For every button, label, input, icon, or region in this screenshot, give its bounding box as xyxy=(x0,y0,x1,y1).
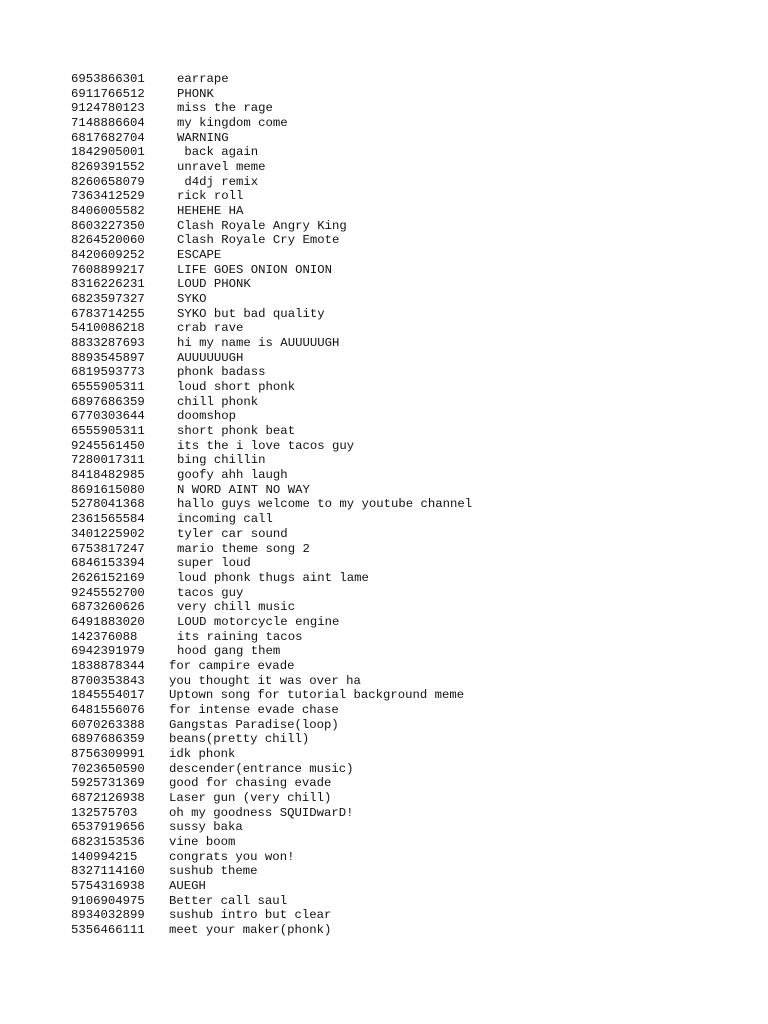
sound-name: vine boom xyxy=(169,834,236,849)
sound-name: bing chillin xyxy=(177,453,266,468)
sound-id: 7608899217 xyxy=(71,262,145,277)
sound-name: LOUD motorcycle engine xyxy=(177,614,340,629)
sound-id: 6753817247 xyxy=(71,541,145,556)
sound-id: 8418482985 xyxy=(71,468,145,483)
sound-id: 6823597327 xyxy=(71,292,145,307)
sound-id: 132575703 xyxy=(71,805,138,820)
sound-id: 2361565584 xyxy=(71,512,145,527)
sound-name: short phonk beat xyxy=(177,424,296,439)
sound-name: Clash Royale Angry King xyxy=(177,218,347,233)
sound-id: 5754316938 xyxy=(71,878,145,893)
sound-id: 8269391552 xyxy=(71,160,145,175)
sound-name: d4dj remix xyxy=(177,174,259,189)
sound-name: ESCAPE xyxy=(177,248,222,263)
sound-name: my kingdom come xyxy=(177,116,288,131)
sound-name: miss the rage xyxy=(177,101,273,116)
sound-name: sushub theme xyxy=(169,864,258,879)
sound-id: 8691615080 xyxy=(71,482,145,497)
sound-id: 9124780123 xyxy=(71,101,145,116)
sound-id: 9245561450 xyxy=(71,438,145,453)
sound-id: 6783714255 xyxy=(71,306,145,321)
sound-name: sussy baka xyxy=(169,820,243,835)
sound-id: 6872126938 xyxy=(71,790,145,805)
sound-id: 8264520060 xyxy=(71,233,145,248)
sound-name: unravel meme xyxy=(177,160,266,175)
sound-name: rick roll xyxy=(177,189,244,204)
sound-id: 7363412529 xyxy=(71,189,145,204)
sound-name: incoming call xyxy=(177,512,273,527)
sound-id: 6823153536 xyxy=(71,834,145,849)
sound-name: AUUUUUUGH xyxy=(177,350,244,365)
sound-name: PHONK xyxy=(177,86,214,101)
sound-name: Gangstas Paradise(loop) xyxy=(169,717,339,732)
sound-name: hi my name is AUUUUUGH xyxy=(177,336,340,351)
sound-name: its raining tacos xyxy=(177,629,303,644)
sound-id: 6537919656 xyxy=(71,820,145,835)
sound-name: HEHEHE HA xyxy=(177,204,244,219)
sound-name: SYKO but bad quality xyxy=(177,306,325,321)
sound-name: Laser gun (very chill) xyxy=(169,790,332,805)
sound-name: loud phonk thugs aint lame xyxy=(177,570,369,585)
sound-id: 6911766512 xyxy=(71,86,145,101)
sound-id: 6897686359 xyxy=(71,732,145,747)
sound-id: 5278041368 xyxy=(71,497,145,512)
sound-id: 6942391979 xyxy=(71,644,145,659)
sound-id: 3401225902 xyxy=(71,526,145,541)
sound-id: 6491883020 xyxy=(71,614,145,629)
sound-id: 1842905001 xyxy=(71,145,145,160)
sound-id: 1845554017 xyxy=(71,688,145,703)
sound-name: phonk badass xyxy=(177,365,266,380)
sound-name: back again xyxy=(177,145,259,160)
sound-name: goofy ahh laugh xyxy=(177,468,288,483)
sound-id: 142376088 xyxy=(71,629,138,644)
sound-name: oh my goodness SQUIDwarD! xyxy=(169,805,354,820)
sound-id: 6953866301 xyxy=(71,72,145,86)
sound-id: 8260658079 xyxy=(71,174,145,189)
sound-name: LOUD PHONK xyxy=(177,277,251,292)
sound-id: 8327114160 xyxy=(71,864,145,879)
sound-name: sushub intro but clear xyxy=(169,908,332,923)
sound-name: hood gang them xyxy=(177,644,281,659)
sound-name: descender(entrance music) xyxy=(169,761,354,776)
sound-name: very chill music xyxy=(177,600,296,615)
sound-name: Better call saul xyxy=(169,893,288,908)
sound-id: 140994215 xyxy=(71,849,138,864)
sound-name: its the i love tacos guy xyxy=(177,438,355,453)
sound-name: congrats you won! xyxy=(169,849,295,864)
sound-name: crab rave xyxy=(177,321,244,336)
sound-id: 6555905311 xyxy=(71,424,145,439)
sound-id: 5925731369 xyxy=(71,776,145,791)
sound-id: 1838878344 xyxy=(71,658,145,673)
sound-name: N WORD AINT NO WAY xyxy=(177,482,310,497)
sound-id: 6846153394 xyxy=(71,556,145,571)
sound-id: 8934032899 xyxy=(71,908,145,923)
sound-id: 7023650590 xyxy=(71,761,145,776)
sound-name: super loud xyxy=(177,556,251,571)
sound-name: Clash Royale Cry Emote xyxy=(177,233,340,248)
sound-id: 8756309991 xyxy=(71,746,145,761)
sound-id: 6819593773 xyxy=(71,365,145,380)
sound-name: chill phonk xyxy=(177,394,259,409)
sound-id: 8700353843 xyxy=(71,673,145,688)
sound-id: 5410086218 xyxy=(71,321,145,336)
sound-name: you thought it was over ha xyxy=(169,673,361,688)
sound-name: LIFE GOES ONION ONION xyxy=(177,262,332,277)
sound-id: 7280017311 xyxy=(71,453,145,468)
sound-id: 9245552700 xyxy=(71,585,145,600)
sound-id: 6873260626 xyxy=(71,600,145,615)
sound-id: 8603227350 xyxy=(71,218,145,233)
sound-name: tyler car sound xyxy=(177,526,288,541)
sound-id: 6770303644 xyxy=(71,409,145,424)
sound-name: for campire evade xyxy=(169,658,295,673)
sound-name: Uptown song for tutorial background meme xyxy=(169,688,465,703)
sound-name: AUEGH xyxy=(169,878,206,893)
sound-name: meet your maker(phonk) xyxy=(169,922,332,937)
sound-id: 8406005582 xyxy=(71,204,145,219)
sound-id: 9106904975 xyxy=(71,893,145,908)
sound-id: 8833287693 xyxy=(71,336,145,351)
sound-name: beans(pretty chill) xyxy=(169,732,310,747)
sound-id: 8893545897 xyxy=(71,350,145,365)
sound-id: 6070263388 xyxy=(71,717,145,732)
sound-name: loud short phonk xyxy=(177,380,296,395)
sound-id: 2626152169 xyxy=(71,570,145,585)
sound-name: mario theme song 2 xyxy=(177,541,310,556)
sound-id: 6817682704 xyxy=(71,130,145,145)
sound-name: for intense evade chase xyxy=(169,702,339,717)
sound-name: doomshop xyxy=(177,409,237,424)
sound-name: good for chasing evade xyxy=(169,776,332,791)
sound-id: 7148886604 xyxy=(71,116,145,131)
sound-id: 8316226231 xyxy=(71,277,145,292)
sound-name: SYKO xyxy=(177,292,207,307)
sound-name: earrape xyxy=(177,72,229,86)
sound-name: hallo guys welcome to my youtube channel xyxy=(177,497,473,512)
sound-name: idk phonk xyxy=(169,746,236,761)
sound-id: 8420609252 xyxy=(71,248,145,263)
sound-id: 6555905311 xyxy=(71,380,145,395)
sound-id: 6897686359 xyxy=(71,394,145,409)
sound-id: 5356466111 xyxy=(71,922,145,937)
sound-name: WARNING xyxy=(177,130,229,145)
sound-id: 6481556076 xyxy=(71,702,145,717)
sound-name: tacos guy xyxy=(177,585,244,600)
